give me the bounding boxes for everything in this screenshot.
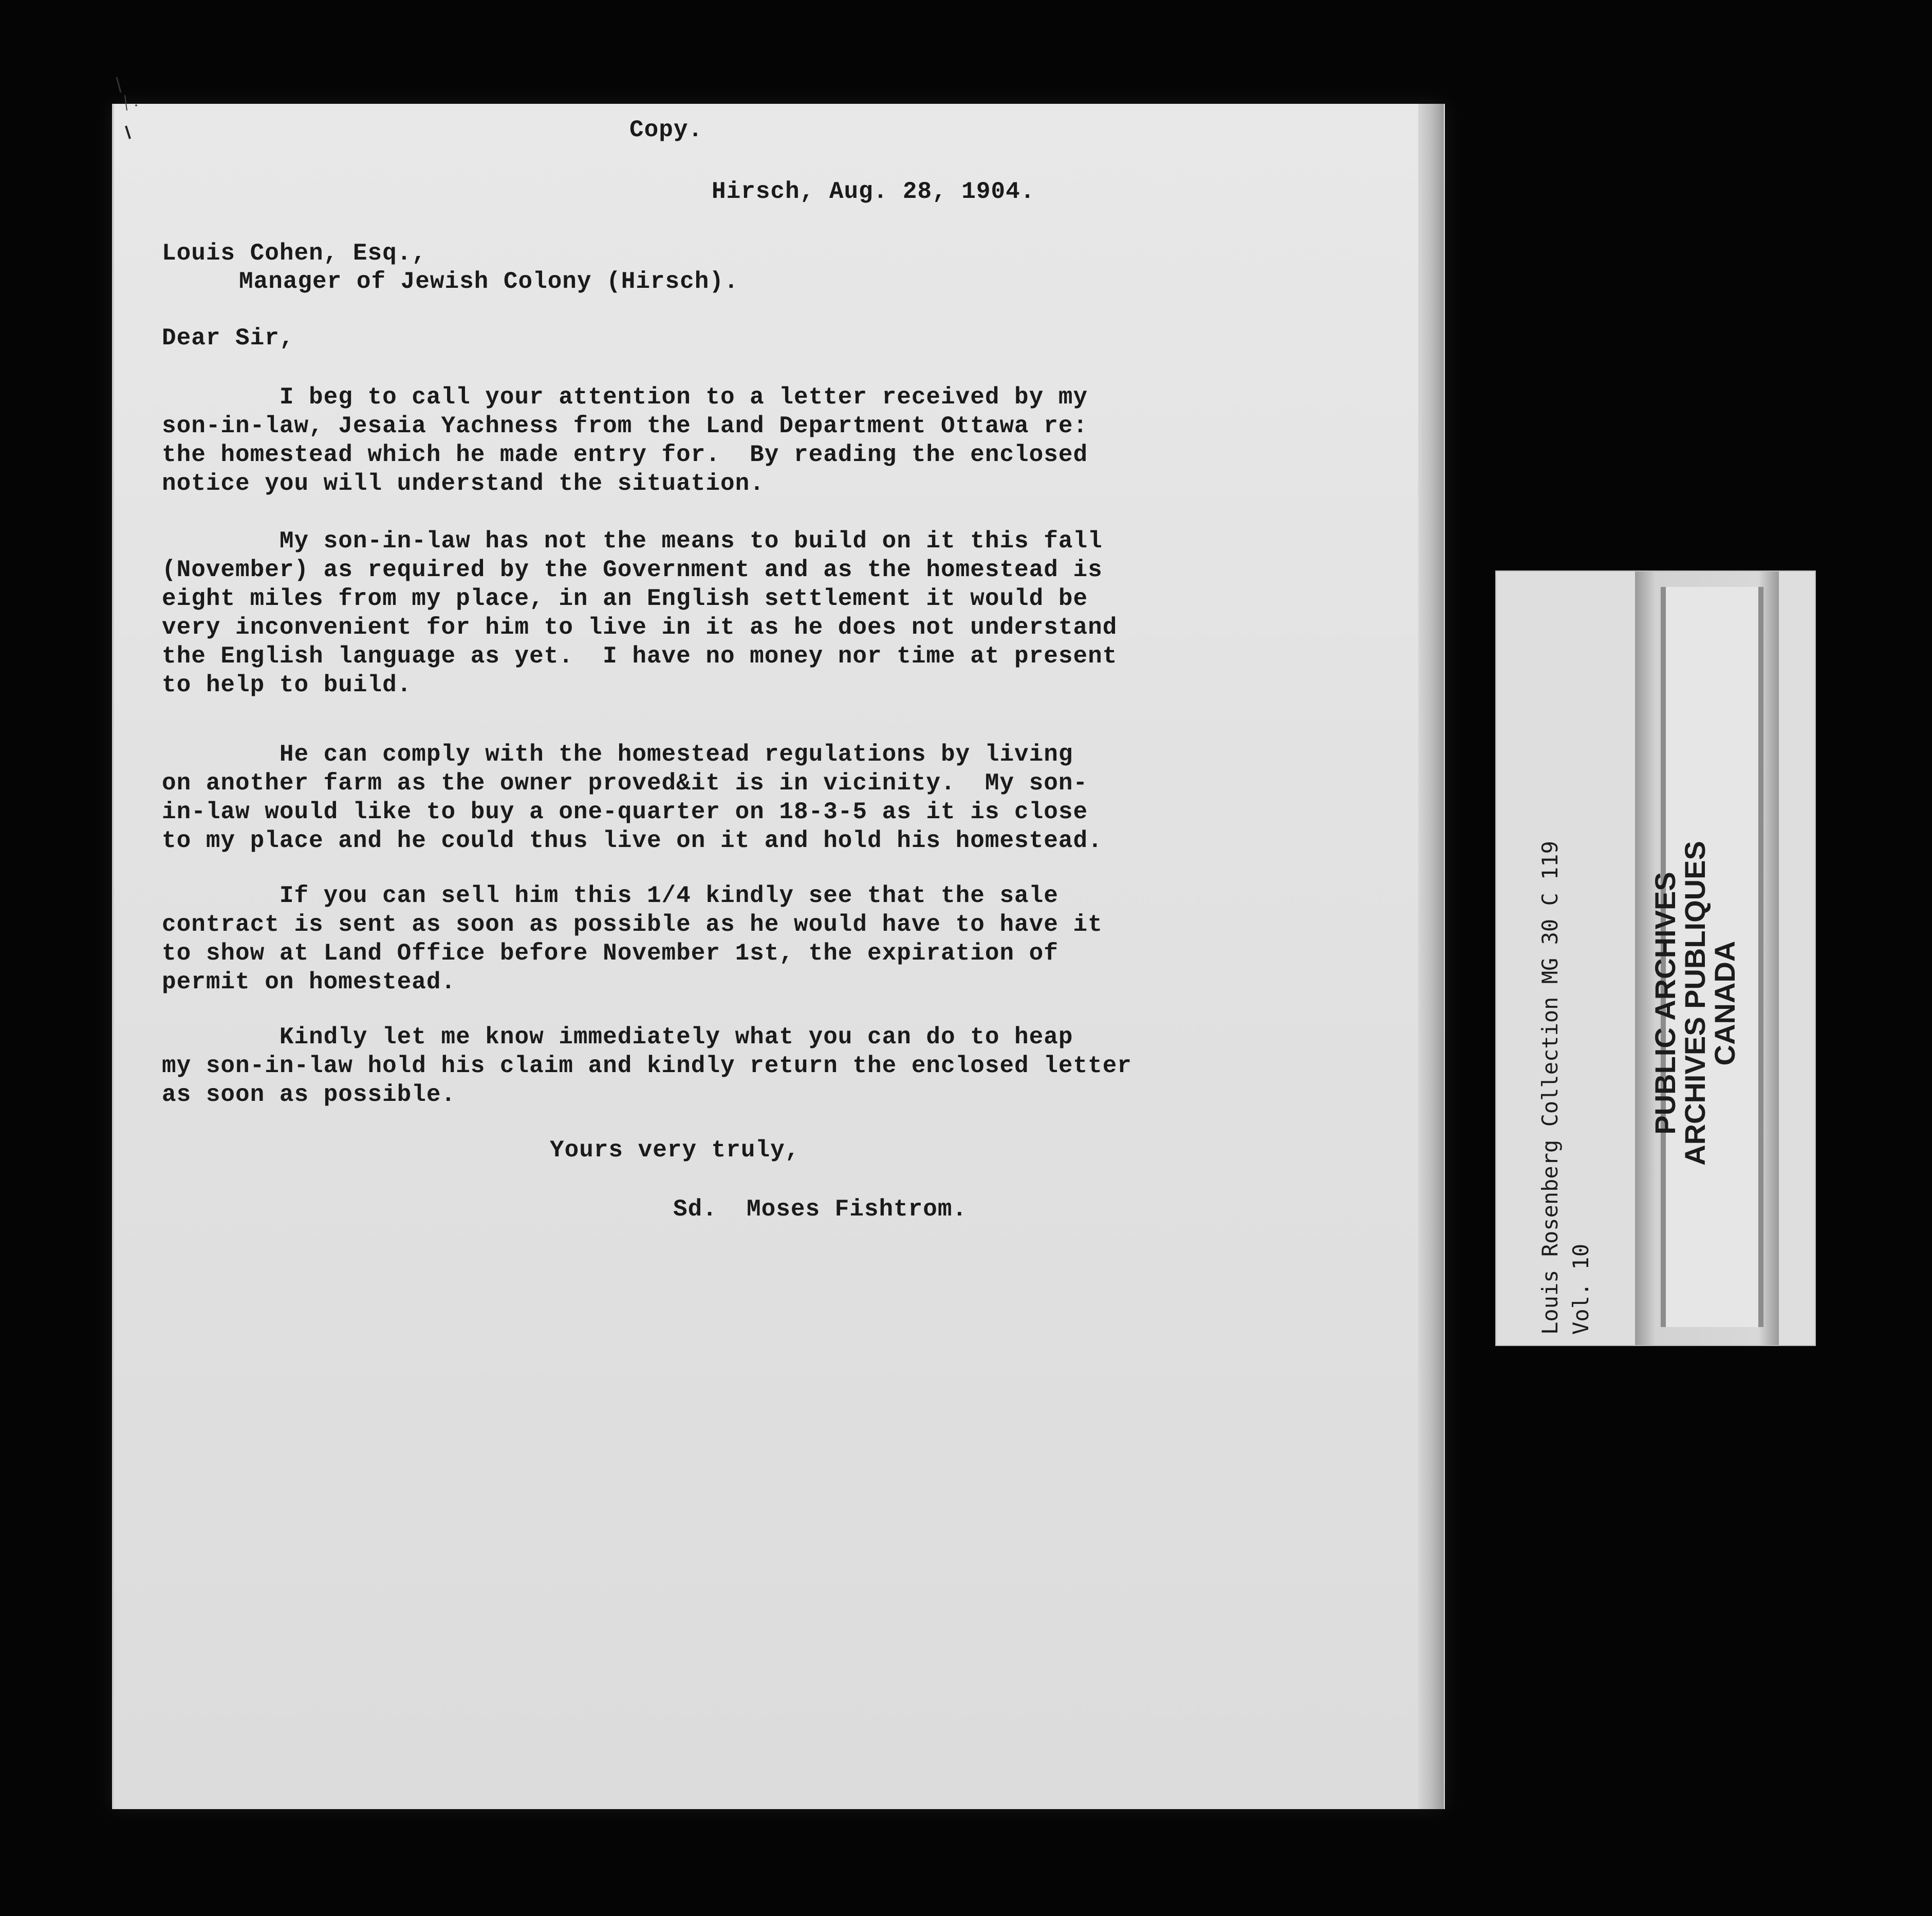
collection-volume: Vol. 10 (1568, 1243, 1593, 1335)
collection-reference: Louis Rosenberg Collection MG 30 C 119 (1537, 841, 1563, 1335)
paragraph: I beg to call your attention to a letter received by my son-in-law, Jesaia Yachness from the Land Department Ottawa re: the homestead which he made entry for. By reading the enclosed notice you will understand the situation. (162, 384, 1088, 497)
paragraph: My son-in-law has not the means to build on it this fall (November) as required by the Government and as the homestead is eight miles from my place, in an English settlement it would be very inconvenient for him to live in it as he does not understand the English language as yet. I have no money nor time at present to help to build. (162, 528, 1118, 698)
paper-marks (110, 75, 141, 141)
letter-signature: Sd. Moses Fishtrom. (673, 1196, 968, 1223)
letter-date: Hirsch, Aug. 28, 1904. (712, 178, 1035, 205)
archive-name (1650, 813, 1740, 1193)
letter-page-edge (1418, 104, 1444, 1809)
paragraph: He can comply with the homestead regulations by living on another farm as the owner proved&it is in vicinity. My son- in-law would like to buy a one-quarter on 18-3-5 as it is close to my place and he could thus live on it and hold his homestead. (162, 741, 1103, 854)
salutation: Dear Sir, (162, 325, 294, 352)
archive-name-line: ARCHIVES PUBLIQUES (1679, 841, 1711, 1166)
recipient-title: Manager of Jewish Colony (Hirsch). (239, 268, 739, 295)
paragraph: If you can sell him this 1/4 kindly see that the sale contract is sent as soon as possible as he would have to have it to show at Land Office before November 1st, the expiration of permit on homestead. (162, 882, 1103, 996)
paragraph: Kindly let me know immediately what you can do to heap my son-in-law hold his claim and kindly return the enclosed letter as soon as possible. (162, 1024, 1132, 1108)
archive-label (1495, 570, 1816, 1346)
recipient-name: Louis Cohen, Esq., (162, 240, 426, 267)
letter-closing: Yours very truly, (550, 1137, 800, 1164)
archive-name-line: PUBLIC ARCHIVES (1649, 872, 1681, 1135)
archive-name-line: CANADA (1708, 941, 1741, 1066)
letter-heading: Copy. (629, 117, 703, 143)
